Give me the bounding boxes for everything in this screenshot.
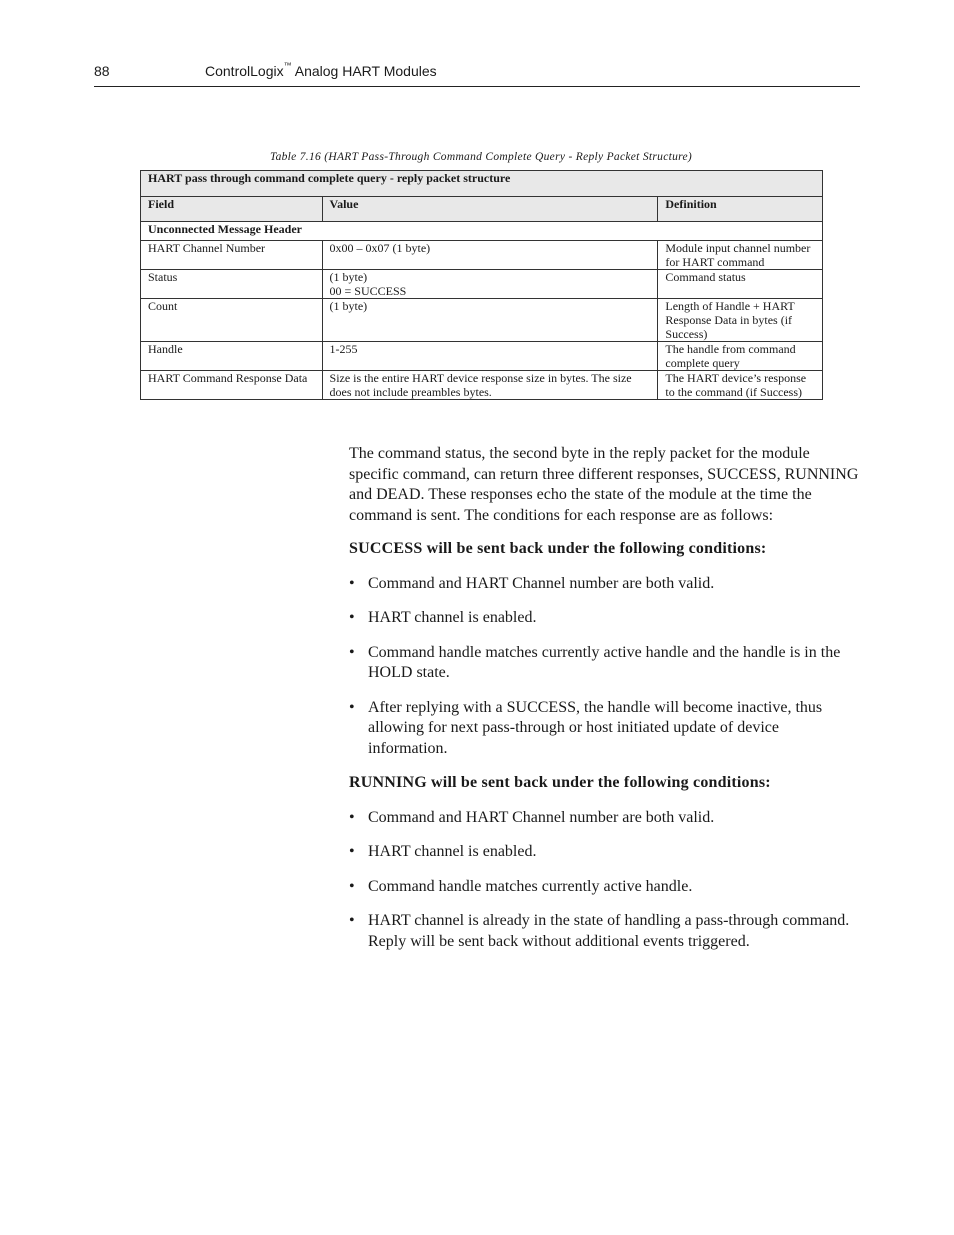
table-row [141,371,823,400]
bullet-glyph: • [349,643,355,661]
bullet-glyph: • [349,808,355,826]
bullet-glyph: • [349,574,355,592]
running-title-rest: Analog HART Modules [291,63,437,79]
page-number: 88 [94,63,110,79]
table-row [141,270,823,299]
cell-value: (1 byte) [322,299,658,342]
running-heading: RUNNING will be sent back under the following conditions: [349,774,771,791]
table-row [141,299,823,342]
list-item-text: Command and HART Channel number are both valid. [368,808,715,826]
cell-value: 0x00 – 0x07 (1 byte) [322,241,658,270]
reply-packet-table [140,170,823,400]
cell-field: Count [141,299,323,342]
column-header-field: Field [141,197,323,222]
table-title: HART pass through command complete query - reply packet structure [141,171,823,197]
cell-value: 1-255 [322,342,658,371]
list-item [349,808,861,829]
cell-field: HART Channel Number [141,241,323,270]
bullet-glyph: • [349,843,355,860]
cell-field: HART Command Response Data [141,371,323,400]
list-item [349,877,861,898]
list-item [349,574,861,595]
running-title [205,63,437,79]
list-item-text: HART channel is enabled. [368,609,537,626]
bullet-glyph: • [349,877,355,895]
cell-definition: The handle from command complete query [658,342,823,371]
list-item-text: Command and HART Channel number are both valid. [368,574,715,592]
table-caption: Table 7.16 (HART Pass-Through Command Complete Query - Reply Packet Structure) [269,151,693,163]
list-item [349,698,861,760]
group-label: Unconnected Message Header [141,222,823,241]
bullet-glyph: • [349,912,355,929]
bullet-glyph: • [349,609,355,626]
bullet-glyph: • [349,698,355,716]
table-row [141,241,823,270]
success-heading: SUCCESS will be sent back under the following conditions: [349,540,767,557]
cell-value: Size is the entire HART device response size in bytes. The size does not include preambles bytes. [322,371,658,400]
list-item-text: After replying with a SUCCESS, the handle will become inactive, thus allowing for next pass-through or host initiated update of device information. [368,698,823,757]
list-item [349,608,861,629]
body-text [349,444,861,966]
list-item-text: HART channel is enabled. [368,843,537,860]
cell-definition: The HART device’s response to the command (if Success) [658,371,823,400]
intro-paragraph: The command status, the second byte in the reply packet for the module specific command, can return three different responses, SUCCESS, RUNNING and DEAD. These responses echo the state of the module at the time the command is sent. The conditions for each response are as follows: [349,445,859,524]
list-item [349,911,861,952]
cell-definition: Length of Handle + HART Response Data in bytes (if Success) [658,299,823,342]
page-header [94,63,860,87]
list-item-text: Command handle matches currently active handle and the handle is in the HOLD state. [368,643,841,681]
running-list [349,808,861,953]
cell-field: Status [141,270,323,299]
column-header-definition: Definition [658,197,823,222]
success-list [349,574,861,760]
table-row [141,342,823,371]
list-item [349,842,861,863]
table-group-row [141,222,823,241]
trademark-symbol: ™ [283,61,292,70]
running-title-main: ControlLogix [205,63,284,79]
cell-definition: Module input channel number for HART command [658,241,823,270]
table-title-row [141,171,823,197]
list-item [349,643,861,684]
column-header-value: Value [322,197,658,222]
cell-field: Handle [141,342,323,371]
table-header-row [141,197,823,222]
cell-definition: Command status [658,270,823,299]
list-item-text: HART channel is already in the state of handling a pass-through command. Reply will be sent back without additional events triggered. [368,912,850,950]
cell-value: (1 byte) 00 = SUCCESS [322,270,658,299]
list-item-text: Command handle matches currently active handle. [368,877,693,895]
